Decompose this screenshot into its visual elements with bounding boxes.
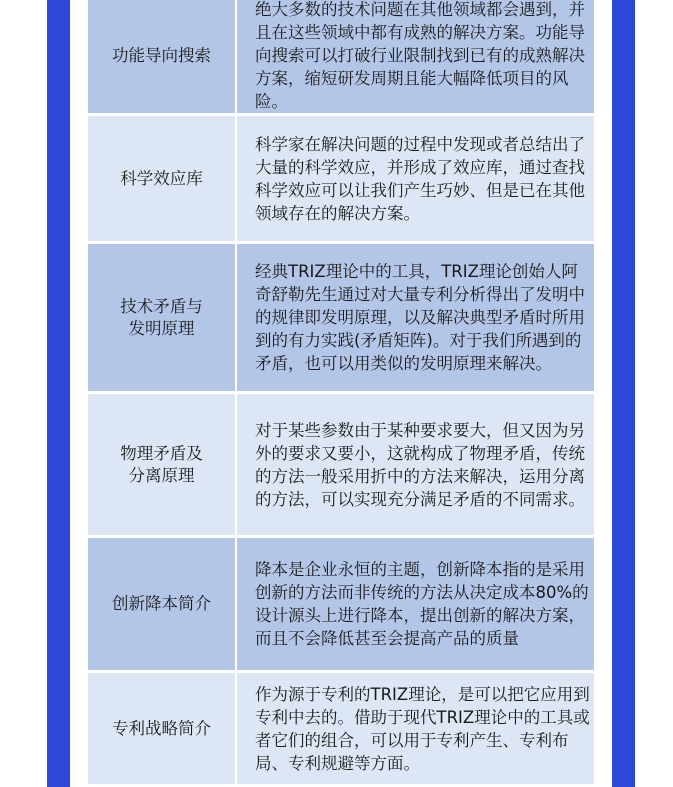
tool-description-cell <box>237 673 594 784</box>
tool-description: 绝大多数的技术问题在其他领域都会遇到，并且在这些领域中都有成熟的解决方案。功能导向搜索可以打破行业限制找到已有的成熟解决方案，缩短研发周期且能大幅降低项目的风险。 <box>255 0 585 111</box>
tool-name-cell: 功能导向搜索 <box>88 0 237 113</box>
tool-description-cell <box>237 0 594 113</box>
table-row <box>88 0 594 116</box>
tool-name-cell: 专利战略简介 <box>88 673 237 784</box>
tool-description: 作为源于专利的TRIZ理论，是可以把它应用到专利中去的。借助于现代TRIZ理论中的工具或者它们的组合，可以用于专利产生、专利布局、专利规避等方面。 <box>255 684 590 773</box>
tool-name-cell: 技术矛盾与 发明原理 <box>88 244 237 391</box>
tool-description: 经典TRIZ理论中的工具，TRIZ理论创始人阿奇舒勒先生通过对大量专利分析得出了发明中的规律即发明原理，以及解决典型矛盾时所用到的有力实践(矛盾矩阵)。对于我们所遇到的矛盾，也可以用类似的发明原理来解决。 <box>255 262 585 373</box>
table-row <box>88 244 594 394</box>
table-row <box>88 673 594 787</box>
left-accent-stripe <box>47 0 70 787</box>
tool-name-cell: 创新降本简介 <box>88 538 237 670</box>
table-row <box>88 394 594 538</box>
tool-description: 降本是企业永恒的主题，创新降本指的是采用创新的方法而非传统的方法从决定成本80%的设计源头上进行降本，提出创新的解决方案，而且不会降低甚至会提高产品的质量 <box>255 560 589 648</box>
table-row <box>88 538 594 673</box>
tool-description-cell <box>237 538 594 670</box>
tool-description-cell <box>237 394 594 535</box>
tool-name-cell: 物理矛盾及 分离原理 <box>88 394 237 535</box>
tool-table <box>88 0 594 787</box>
tool-description: 科学家在解决问题的过程中发现或者总结出了大量的科学效应，并形成了效应库，通过查找科学效应可以让我们产生巧妙、但是已在其他领域存在的解决方案。 <box>255 134 585 223</box>
tool-name-cell: 科学效应库 <box>88 116 237 241</box>
table-row <box>88 116 594 244</box>
tool-description-cell <box>237 244 594 391</box>
tool-description: 对于某些参数由于某种要求要大，但又因为另外的要求又要小，这就构成了物理矛盾，传统的方法一般采用折中的方法来解决，运用分离的方法，可以实现充分满足矛盾的不同需求。 <box>255 420 585 509</box>
tool-description-cell <box>237 116 594 241</box>
right-accent-stripe <box>612 0 635 787</box>
